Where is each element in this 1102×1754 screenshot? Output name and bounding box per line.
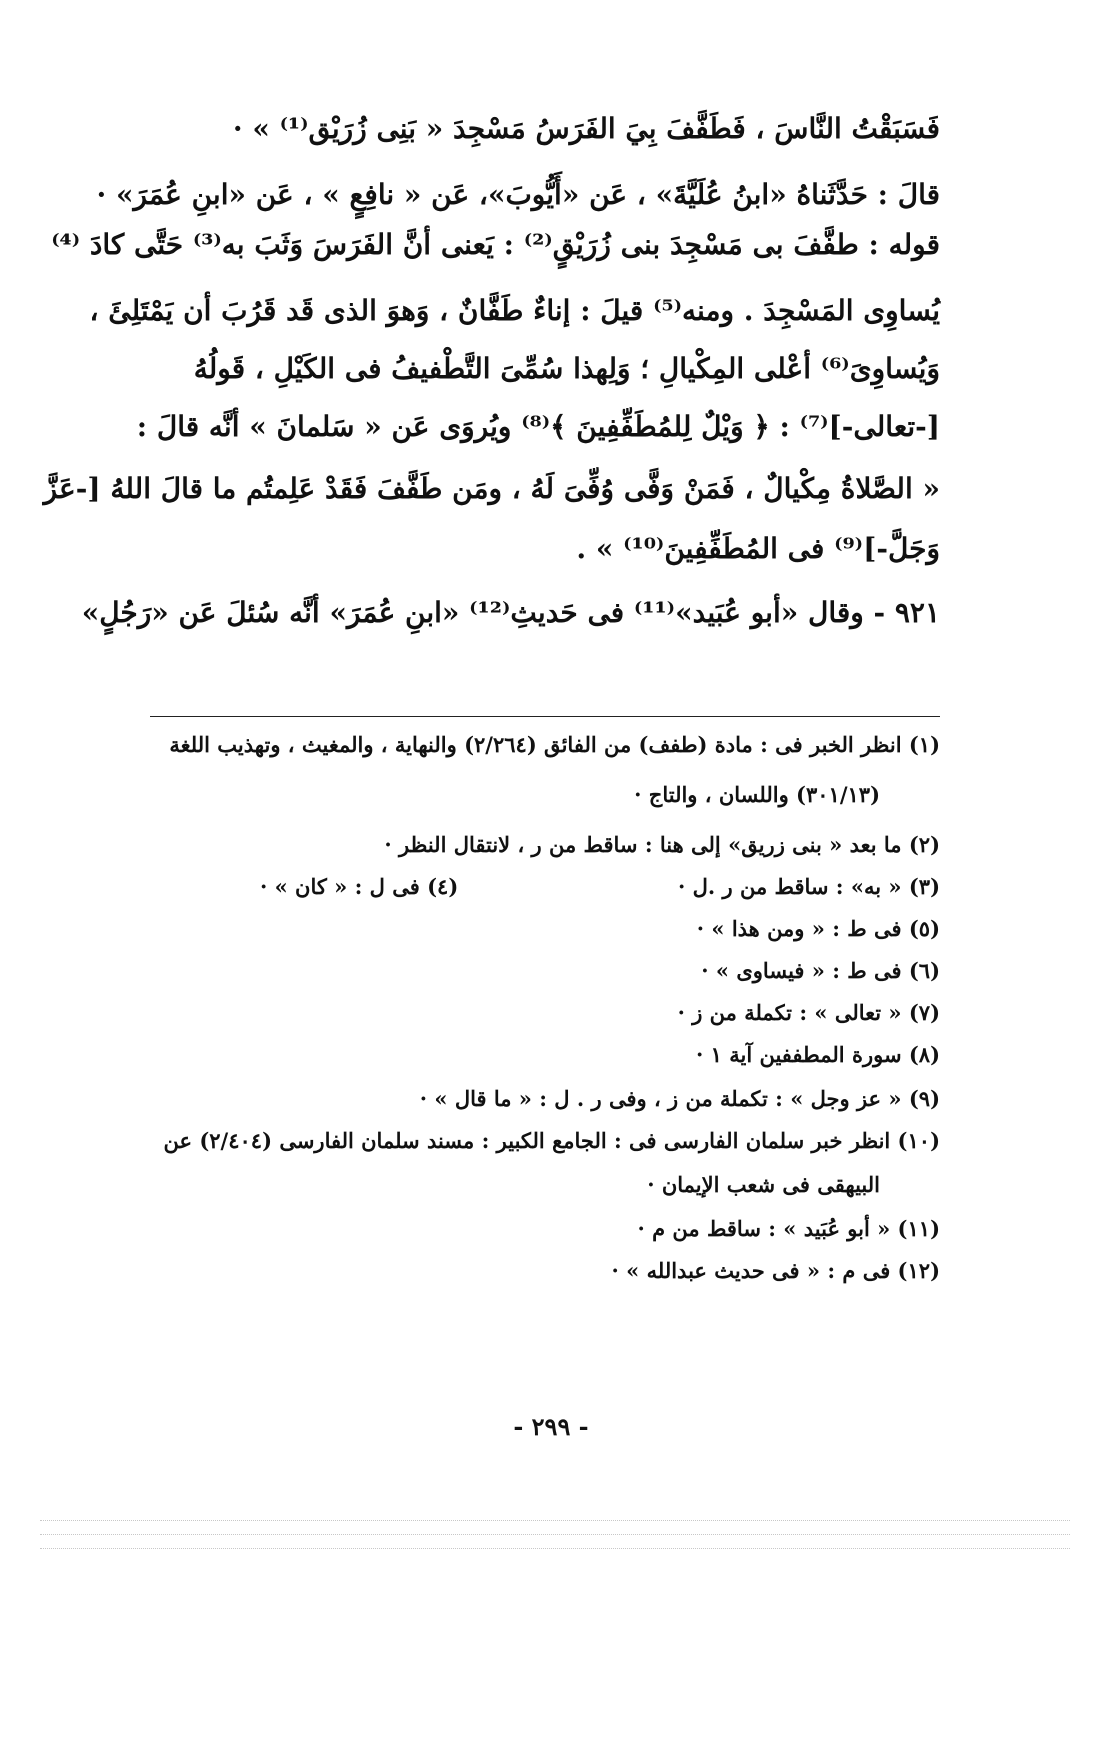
footnote: (١) انظر الخبر فى : مادة (طفف) من الفائق (٢/٢٦٤) والنهاية ، والمغيث ، وتهذيب اللغة [169,732,940,757]
footnote: (٩) « عز وجل » : تكملة من ز ، وفى ر . ل : « ما قال » · [419,1086,940,1111]
text-line: قالَ : حَدَّثَناهُ «ابنُ عُلَيَّةَ» ، عَن «أَيُّوبَ»، عَن « نافِعٍ » ، عَن «ابنِ عُمَرَ» · [96,178,940,211]
text-line: يُساوِى المَسْجِدَ . ومنه⁽⁵⁾ قيلَ : إناءٌ طَفَّانٌ ، وَهوَ الذى قَد قَرُبَ أن يَمْتَلِئَ ، [89,294,940,327]
text-line: ٩٢١ - وقال «أبو عُبَيد»⁽¹¹⁾ فى حَديثِ⁽¹²⁾ «ابنِ عُمَرَ» أنَّه سُئلَ عَن «رَجُلٍ» [81,596,940,629]
footnote: (٧) « تعالى » : تكملة من ز · [677,1000,940,1025]
footnote: البيهقى فى شعب الإيمان · [647,1172,880,1197]
footnote: (٥) فى ط : « ومن هذا » · [696,916,940,941]
text-line: فَسَبَقْتُ النَّاسَ ، فَطَفَّفَ بِيَ الفَرَسُ مَسْجِدَ « بَنِى زُرَيْق⁽¹⁾ » · [232,112,940,145]
footnote-divider [150,716,940,717]
footnote: (٨) سورة المطففين آية ١ · [696,1042,940,1067]
page-number: - ٢٩٩ - [513,1412,589,1441]
scan-noise [40,1520,1070,1590]
text-line: قوله : طفَّفَ بى مَسْجِدَ بنى زُرَيْقٍ⁽²⁾ : يَعنى أنَّ الفَرَسَ وَثَبَ به⁽³⁾ حَتَّى كادَ ⁽⁴⁾ [51,228,940,261]
text-line: وَجَلَّ-]⁽⁹⁾ فى المُطَفِّفِينَ⁽¹⁰⁾ » . [576,532,940,565]
footnote: (٤) فى ل : « كان » · [260,874,459,899]
footnote: (١٢) فى م : « فى حديث عبدالله » · [611,1258,940,1283]
footnote: (١١) « أبو عُبَيد » : ساقط من م · [637,1216,940,1241]
footnote: (١٠) انظر خبر سلمان الفارسى فى : الجامع الكبير : مسند سلمان الفارسى (٢/٤٠٤) عن [163,1128,940,1153]
footnote: (٣٠١/١٣) واللسان ، والتاج · [634,782,880,807]
footnote: (٦) فى ط : « فيساوى » · [701,958,940,983]
text-line: [-تعالى-]⁽⁷⁾ : ﴿ وَيْلٌ لِلمُطَفِّفِينَ ﴾⁽⁸⁾ ويُروَى عَن « سَلمانَ » أنَّه قالَ : [136,410,940,443]
text-line: « الصَّلاةُ مِكْيالٌ ، فَمَنْ وَفَّى وُفِّىَ لَهُ ، ومَن طَفَّفَ فَقَدْ عَلِمتُم ما قالَ اللهُ [-عَزَّ [43,472,940,505]
text-line: وَيُساوِىَ⁽⁶⁾ أعْلى المِكْيالِ ؛ وَلِهذا سُمِّىَ التَّطْفيفُ فى الكَيْلِ ، قَولُهُ [193,352,940,385]
footnote: (٢) ما بعد « بنى زريق» إلى هنا : ساقط من ر ، لانتقال النظر · [384,832,940,857]
footnote: (٣) « به» : ساقط من ر .ل · [678,874,940,899]
